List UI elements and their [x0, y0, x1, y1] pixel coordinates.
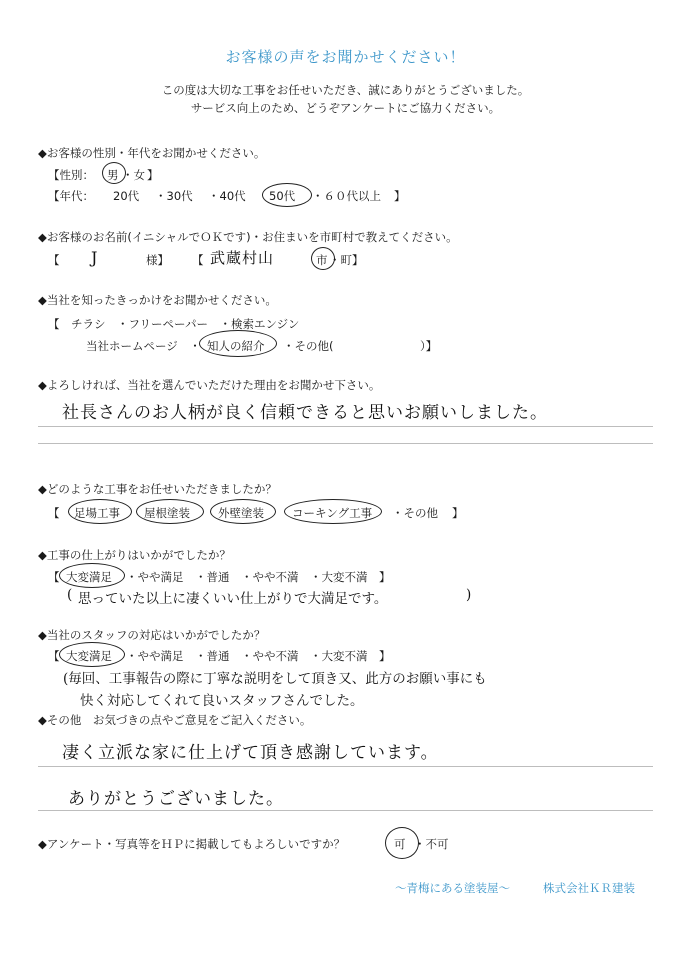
work-option-scaffold[interactable]: 足場工事 [74, 506, 120, 520]
name-open-bracket: 【 [48, 253, 60, 267]
finish-comment: 思っていた以上に凄くいい仕上がりで大満足です。 [78, 591, 388, 607]
how-found-homepage[interactable]: 当社ホームページ ・ [86, 339, 201, 353]
question-reason: ◆よろしければ、当社を選んでいただけた理由をお聞かせ下さい。 [38, 378, 381, 392]
age-option-40[interactable]: ・40代 [208, 189, 246, 203]
city-option-shi[interactable]: 市 [316, 253, 328, 267]
how-found-other[interactable]: ・その他( [283, 339, 334, 353]
finish-option-very-satisfied[interactable]: 大変満足 [66, 570, 112, 584]
age-close: 】 [394, 189, 406, 203]
other-answer-line-1: 凄く立派な家に仕上げて頂き感謝しています。 [62, 743, 439, 763]
circle-mark-wall [210, 499, 276, 524]
gender-option-male[interactable]: 男 [107, 168, 119, 182]
answer-line [38, 766, 653, 767]
publish-option-no[interactable]: ・不可 [414, 837, 449, 851]
question-work-type: ◆どのような工事をお任せいただきましたか？ [38, 482, 277, 496]
circle-mark-scaffold [68, 499, 132, 524]
name-suffix: 様】 [146, 253, 169, 267]
answer-line [38, 426, 653, 427]
staff-open-bracket: 【 [48, 649, 60, 663]
intro-line-1: この度は大切な工事をお任せいただき、誠にありがとうございました。 [161, 83, 530, 97]
work-option-other[interactable]: ・その他 [392, 506, 438, 520]
name-answer: J [91, 248, 99, 267]
publish-option-yes[interactable]: 可 [394, 837, 406, 851]
footer-slogan: ～青梅にある塗装屋～ [395, 881, 510, 895]
question-finish: ◆工事の仕上がりはいかがでしたか？ [38, 548, 231, 562]
finish-comment-close: ) [466, 587, 472, 603]
footer-company: 株式会社ＫＲ建装 [543, 881, 635, 895]
how-found-close: ）】 [420, 339, 438, 353]
circle-mark-roof [136, 499, 204, 524]
work-open-bracket: 【 [48, 506, 60, 520]
gender-close: 】 [147, 168, 159, 182]
answer-line [38, 443, 653, 444]
staff-comment-line-2: 快く対応してくれて良いスタッフさんでした。 [80, 693, 364, 709]
finish-comment-open: ( [67, 587, 73, 603]
work-option-roof[interactable]: 屋根塗装 [144, 506, 190, 520]
question-other: ◆その他 お気づきの点やご意見をご記入ください。 [38, 713, 312, 727]
staff-comment-line-1: (毎回、工事報告の際に丁寧な説明をして頂き又、此方のお願い事にも [63, 671, 487, 687]
city-answer: 武蔵村山 [210, 249, 275, 267]
staff-option-very-satisfied[interactable]: 大変満足 [66, 649, 112, 663]
finish-open-bracket: 【 [48, 570, 60, 584]
finish-other-options[interactable]: ・やや満足 ・普通 ・やや不満 ・大変不満 】 [126, 570, 391, 584]
how-found-referral[interactable]: 知人の紹介 [207, 339, 265, 353]
city-option-cho[interactable]: ・町】 [329, 253, 364, 267]
question-name-city: ◆お客様のお名前(イニシャルでＯＫです)・お住まいを市町村で教えてください。 [38, 230, 458, 244]
work-option-wall[interactable]: 外壁塗装 [218, 506, 264, 520]
question-gender-age: ◆お客様の性別・年代をお聞かせください。 [38, 146, 266, 160]
intro-line-2: サービス向上のため、どうぞアンケートにご協力ください。 [190, 101, 501, 115]
gender-option-female[interactable]: ・女 [122, 168, 145, 182]
question-how-found: ◆当社を知ったきっかけをお聞かせください。 [38, 293, 277, 307]
other-answer-line-2: ありがとうございました。 [68, 789, 284, 809]
circle-mark-50 [262, 183, 312, 207]
circle-mark-finish [59, 563, 125, 588]
gender-label: 【性別： [48, 168, 94, 182]
age-option-50[interactable]: 50代 [269, 189, 296, 203]
staff-other-options[interactable]: ・やや満足 ・普通 ・やや不満 ・大変不満 】 [126, 649, 391, 663]
city-open-bracket: 【 [192, 253, 204, 267]
age-option-20[interactable]: 20代 [113, 189, 140, 203]
age-option-30[interactable]: ・30代 [155, 189, 193, 203]
survey-title: お客様の声をお聞かせください！ [225, 48, 466, 66]
work-close-bracket: 】 [452, 506, 464, 520]
age-option-60[interactable]: ・６０代以上 [312, 189, 381, 203]
question-staff: ◆当社のスタッフの対応はいかがでしたか？ [38, 628, 266, 642]
circle-mark-staff [59, 642, 125, 667]
circle-mark-caulking [284, 499, 382, 524]
question-publish: ◆アンケート・写真等をＨＰに掲載してもよろしいですか？ [38, 837, 346, 851]
answer-line [38, 810, 653, 811]
age-label: 【年代： [48, 189, 94, 203]
work-option-caulking[interactable]: コーキング工事 [292, 506, 373, 520]
how-found-row-1: 【 チラシ ・フリーペーパー ・検索エンジン [48, 317, 300, 331]
circle-mark-referral [199, 330, 277, 357]
reason-answer: 社長さんのお人柄が良く信頼できると思いお願いしました。 [62, 403, 548, 423]
